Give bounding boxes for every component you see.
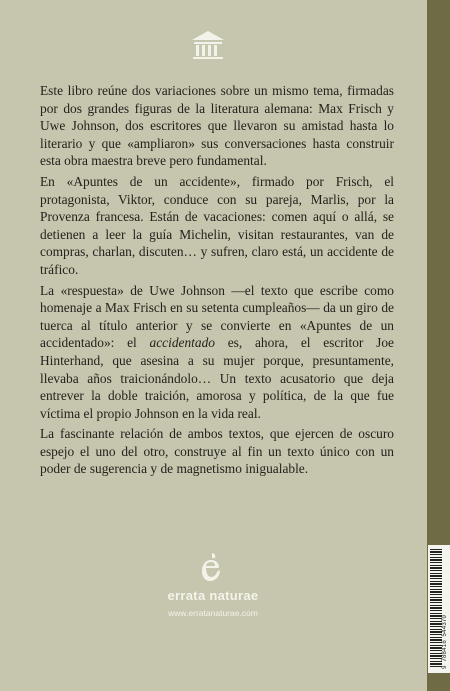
barcode-icon [428, 545, 450, 673]
synopsis-text [40, 82, 394, 481]
paragraph-2: En «Apuntes de un accidente», firmado por Frisch, el protagonista, Viktor, conduce con su pareja, Marlis, por la Provenza francesa. Están de vacaciones: comen aquí o allá, se detienen a leer la guía Michelin, visitan restaurantes, van de compras, charlan, discuten… y sufren, claro está, un accidente de tráfico. [40, 173, 394, 277]
paragraph-3: La «respuesta» de Uwe Johnson —el texto que escribe como homenaje a Max Frisch en su setenta cumpleaños— da un giro de tuerca al título anterior y se convierte en «Apuntes de un accidentado»: el accidentado es, ahora, el escritor Joe Hinterhand, que asesina a su mujer porque, presuntamente, llevaba años traicionándolo… Un texto acusatorio que deja entrever la doble traición, amorosa y política, de la que fue víctima el propio Johnson en la vida real. [40, 282, 394, 421]
emphasis-word: accidentado [149, 335, 215, 351]
paragraph-1: Este libro reúne dos variaciones sobre un mismo tema, firmadas por dos grandes figuras de la literatura alemana: Max Frisch y Uwe Johnson, dos escritores que llevaron su amistad hasta lo literario y que «ampliaron» sus conversaciones hasta construir esta obra maestra breve pero fundamental. [40, 83, 394, 169]
barcode-digits: 9 788416 544370 [441, 614, 448, 669]
errata-e-logo-icon [200, 552, 224, 582]
building-emblem-icon [191, 30, 225, 60]
publisher-url: www.erratanaturae.com [168, 608, 258, 618]
publisher-name: errata naturae [167, 588, 259, 603]
paragraph-4: La fascinante relación de ambos textos, que ejercen de oscuro espejo el uno del otro, construye al fin un texto único con un poder de sugerencia y de magnetismo inigualable. [40, 426, 394, 477]
